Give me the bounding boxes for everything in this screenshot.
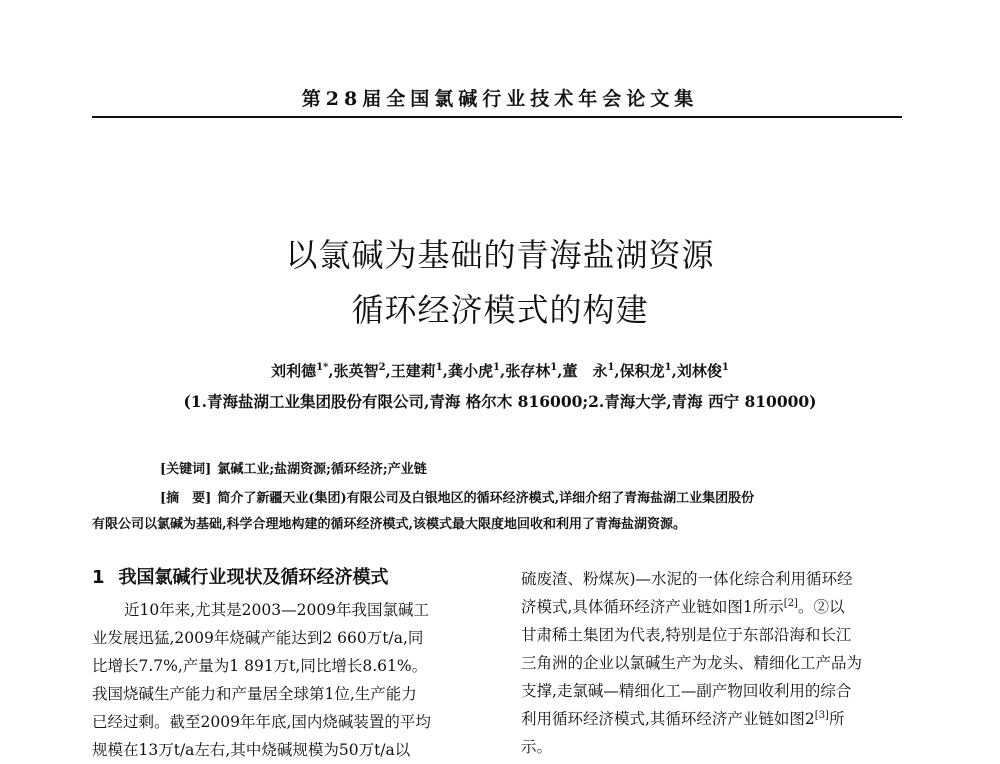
section-heading bbox=[92, 563, 389, 589]
right-column bbox=[521, 565, 921, 761]
author-list bbox=[0, 360, 1000, 381]
keywords-text: 氯碱工业;盐湖资源;循环经济;产业链 bbox=[217, 462, 427, 477]
author-separator: , bbox=[385, 362, 391, 380]
abstract-line-1 bbox=[160, 487, 754, 506]
author-name: 王建莉 bbox=[390, 362, 436, 380]
right-column-line: 硫废渣、粉煤灰)—水泥的一体化综合利用循环经 bbox=[521, 570, 853, 588]
left-column bbox=[92, 596, 492, 764]
right-column-line: 支撑,走氯碱—精细化工—副产物回收利用的综合 bbox=[521, 682, 852, 700]
left-column-line: 业发展迅猛,2009年烧碱产能达到2 660万t/a,同 bbox=[92, 629, 424, 647]
right-column-line: 三角洲的企业以氯碱生产为龙头、精细化工产品为 bbox=[521, 654, 863, 672]
citation-ref: [3] bbox=[814, 709, 829, 721]
author-affiliation-mark: 1* bbox=[316, 362, 329, 373]
author-name: 董 永 bbox=[562, 362, 608, 380]
right-column-line: 甘肃稀土集团为代表,特别是位于东部沿海和长江 bbox=[521, 626, 852, 644]
affiliations: (1.青海盐湖工业集团股份有限公司,青海 格尔木 816000;2.青海大学,青海 西宁 810000) bbox=[183, 392, 817, 411]
author-separator: , bbox=[614, 362, 620, 380]
author-affiliation-mark: 1 bbox=[435, 362, 443, 373]
author-name: 保积龙 bbox=[619, 362, 665, 380]
right-column-line: 示。 bbox=[521, 738, 553, 756]
author-name: 张存林 bbox=[505, 362, 551, 380]
author-affiliation-mark: 2 bbox=[378, 362, 386, 373]
author-name: 刘林俊 bbox=[676, 362, 722, 380]
right-column-line bbox=[521, 705, 921, 733]
right-text: 所 bbox=[828, 710, 845, 728]
author-separator: , bbox=[442, 362, 448, 380]
left-column-line: 我国烧碱生产能力和产量居全球第1位,生产能力 bbox=[92, 685, 417, 703]
section-title: 我国氯碱行业现状及循环经济模式 bbox=[118, 567, 389, 588]
abstract-line-2: 有限公司以氯碱为基础,科学合理地构建的循环经济模式,该模式最大限度地回收和利用了青海盐湖资源。 bbox=[92, 517, 687, 532]
right-column-line bbox=[521, 593, 921, 621]
keywords bbox=[160, 458, 427, 477]
left-column-line: 近10年来,尤其是2003—2009年我国氯碱工 bbox=[124, 601, 430, 619]
right-text: 济模式,具体循环经济产业链如图1所示 bbox=[521, 598, 784, 616]
author-affiliation-mark: 1 bbox=[493, 362, 500, 373]
running-header: 第28届全国氯碱行业技术年会论文集 bbox=[301, 88, 699, 110]
left-column-line: 比增长7.7%,产量为1 891万t,同比增长8.61%。 bbox=[92, 657, 428, 675]
left-column-line: 规模在13万t/a左右,其中烧碱规模为50万t/a以 bbox=[92, 741, 411, 759]
section-number: 1 bbox=[92, 567, 105, 588]
author-name: 张英智 bbox=[333, 362, 379, 380]
author-affiliation-mark: 1 bbox=[607, 362, 615, 373]
abstract-label: [摘 要] bbox=[160, 491, 212, 506]
author-separator: , bbox=[557, 362, 563, 380]
citation-ref: [2] bbox=[783, 597, 798, 609]
author-separator: , bbox=[499, 362, 506, 380]
header-rule bbox=[92, 116, 902, 118]
right-text: 利用循环经济模式,其循环经济产业链如图2 bbox=[521, 710, 815, 728]
author-name: 龚小虎 bbox=[448, 362, 494, 380]
right-text: 。②以 bbox=[797, 598, 845, 616]
paper-title-line-2: 循环经济模式的构建 bbox=[351, 291, 649, 329]
author-affiliation-mark: 1 bbox=[721, 362, 729, 373]
paper-title-line-1: 以氯碱为基础的青海盐湖资源 bbox=[285, 236, 715, 274]
author-separator: , bbox=[671, 362, 677, 380]
keywords-label: [关键词] bbox=[160, 462, 212, 477]
left-column-line: 已经过剩。截至2009年年底,国内烧碱装置的平均 bbox=[92, 713, 431, 731]
author-separator: , bbox=[328, 362, 334, 380]
abstract-text-1: 简介了新疆天业(集团)有限公司及白银地区的循环经济模式,详细介绍了青海盐湖工业集团股份 bbox=[217, 491, 755, 506]
author-affiliation-mark: 1 bbox=[550, 362, 558, 373]
author-affiliation-mark: 1 bbox=[664, 362, 672, 373]
author-name: 刘利德 bbox=[271, 362, 317, 380]
